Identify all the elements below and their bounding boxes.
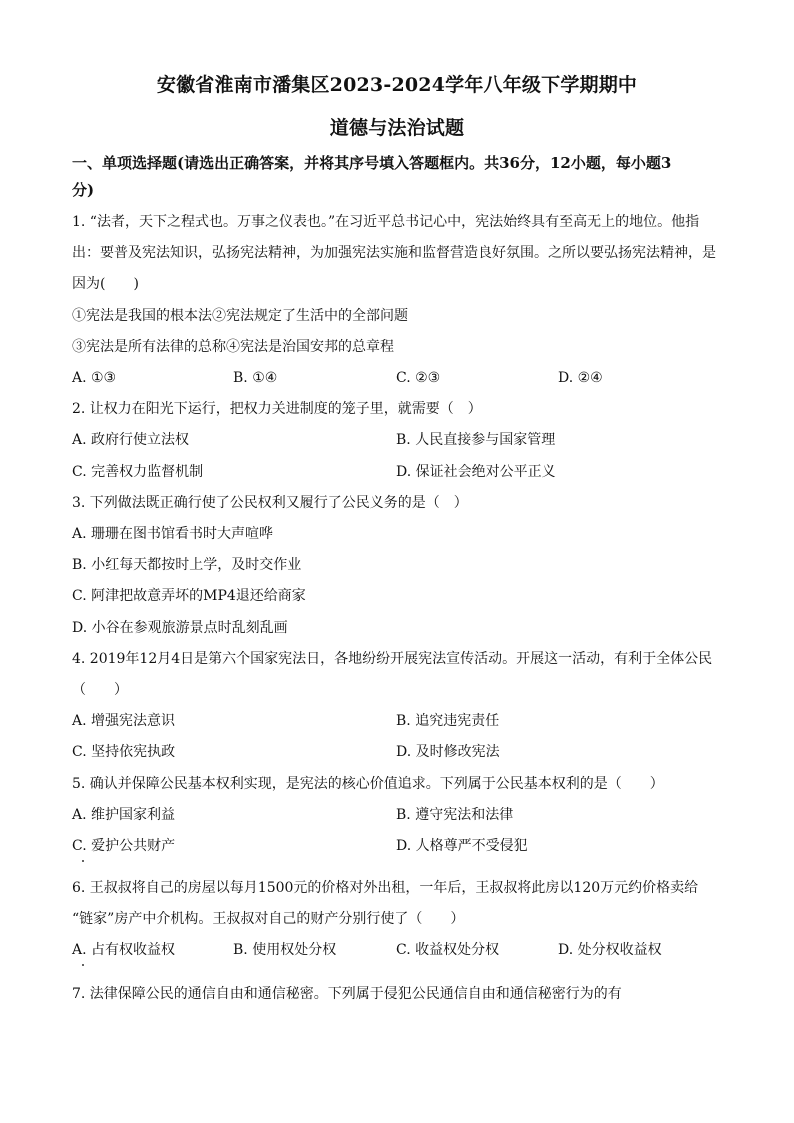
q4-option-a[interactable]: A. 增强宪法意识 [72, 713, 176, 729]
q6-option-a[interactable]: A. 占有权收益权 [72, 942, 176, 958]
q6-option-c[interactable]: C. 收益权处分权 [396, 942, 500, 958]
q1-option-c[interactable]: C. ②③ [396, 370, 441, 386]
q7-stem: 7. 法律保障公民的通信自由和通信秘密。下列属于侵犯公民通信自由和通信秘密行为的有 [72, 986, 622, 1002]
q2-stem: 2. 让权力在阳光下运行，把权力关进制度的笼子里，就需要（ ） [72, 401, 482, 417]
q3-option-b[interactable]: B. 小红每天都按时上学，及时交作业 [72, 557, 302, 573]
q1-statement-2: ③宪法是所有法律的总称④宪法是治国安邦的总章程 [72, 339, 394, 355]
q3-stem: 3. 下列做法既正确行使了公民权利又履行了公民义务的是（ ） [72, 495, 468, 511]
q4-option-c[interactable]: C. 坚持依宪执政 [72, 744, 176, 760]
q5-option-b[interactable]: B. 遵守宪法和法律 [396, 807, 514, 823]
q4-stem-line1: 4. 2019年12月4日是第六个国家宪法日，各地纷纷开展宪法宣传活动。开展这一活动，有利于全体公民 [72, 651, 713, 667]
q3-option-d[interactable]: D. 小谷在参观旅游景点时乱刻乱画 [72, 620, 288, 636]
section-heading-cont: 分) [72, 181, 95, 199]
section-heading: 一、单项选择题(请选出正确答案，并将其序号填入答题框内。共36分，12小题，每小题3 [72, 154, 672, 172]
exam-title: 安徽省淮南市潘集区2023-2024学年八年级下学期期中 [156, 74, 638, 96]
q5-option-a[interactable]: A. 维护国家利益 [72, 807, 176, 823]
q4-stem-line2: （ ） [72, 682, 128, 698]
q2-option-a[interactable]: A. 政府行使立法权 [72, 432, 190, 448]
q1-option-b[interactable]: B. ①④ [233, 370, 278, 386]
q1-stem-line1: 1. “法者，天下之程式也。万事之仪表也。”在习近平总书记心中，宪法始终具有至高无上的地位。他指 [72, 214, 700, 230]
q1-option-d[interactable]: D. ②④ [558, 370, 603, 386]
q6-option-d[interactable]: D. 处分权收益权 [558, 942, 662, 958]
exam-subtitle: 道德与法治试题 [329, 117, 465, 139]
q1-option-a[interactable]: A. ①③ [72, 370, 117, 386]
q4-option-b[interactable]: B. 追究违宪责任 [396, 713, 500, 729]
q6-stem-line2: “链家”房产中介机构。王叔叔对自己的财产分别行使了（ ） [72, 911, 465, 927]
stray-dot [82, 964, 84, 966]
q1-stem-line3: 因为( ) [72, 276, 139, 292]
q3-option-c[interactable]: C. 阿津把故意弄坏的MP4退还给商家 [72, 588, 306, 604]
q2-option-c[interactable]: C. 完善权力监督机制 [72, 464, 204, 480]
q1-statement-1: ①宪法是我国的根本法②宪法规定了生活中的全部问题 [72, 308, 408, 324]
q4-option-d[interactable]: D. 及时修改宪法 [396, 744, 500, 760]
q1-stem-line2: 出：要普及宪法知识，弘扬宪法精神，为加强宪法实施和监督营造良好氛围。之所以要弘扬宪法精神，是 [72, 245, 716, 261]
q2-option-b[interactable]: B. 人民直接参与国家管理 [396, 432, 556, 448]
q6-stem-line1: 6. 王叔叔将自己的房屋以每月1500元的价格对外出租，一年后，王叔叔将此房以120万元约价格卖给 [72, 880, 699, 896]
q5-option-c[interactable]: C. 爱护公共财产 [72, 838, 176, 854]
q5-option-d[interactable]: D. 人格尊严不受侵犯 [396, 838, 528, 854]
q6-option-b[interactable]: B. 使用权处分权 [233, 942, 337, 958]
q2-option-d[interactable]: D. 保证社会绝对公平正义 [396, 464, 556, 480]
q3-option-a[interactable]: A. 珊珊在图书馆看书时大声喧哗 [72, 526, 274, 542]
q5-stem: 5. 确认并保障公民基本权利实现，是宪法的核心价值追求。下列属于公民基本权利的是（ ） [72, 776, 664, 792]
stray-dot [82, 860, 84, 862]
